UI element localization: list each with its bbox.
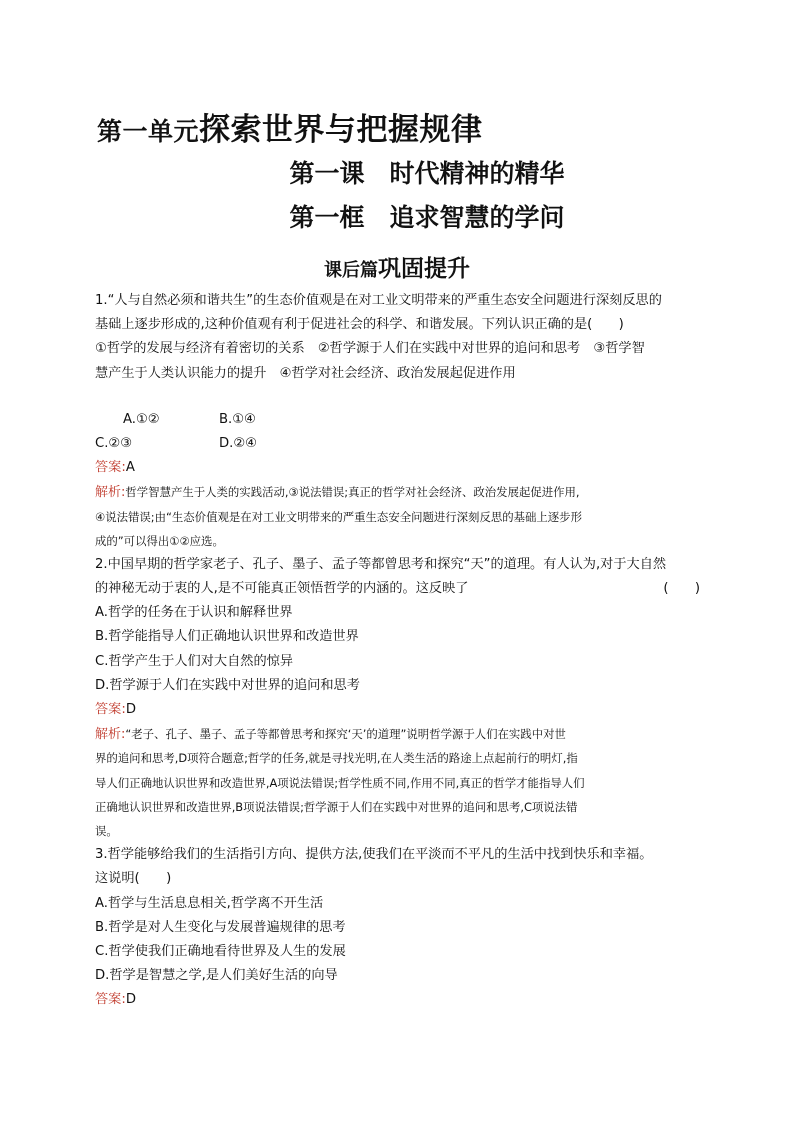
q1-explanation-line-1 [95,480,700,504]
q1-answer [95,456,700,480]
q3-option-b: B.哲学是对人生变化与发展普遍规律的思考 [95,919,346,935]
q2-answer [95,698,700,722]
q2-stem-line-1: 2.中国早期的哲学家老子、孔子、墨子、孟子等都曾思考和探究“天”的道理。有人认为,对于大自然 [95,556,667,572]
answer-label: 答案: [95,460,126,476]
q1-items-line-1: ①哲学的发展与经济有着密切的关系 ②哲学源于人们在实践中对世界的追问和思考 ③哲学智 [95,341,645,357]
q3-answer [95,988,700,1012]
frame-title: 第一框 追求智慧的学问 [289,203,565,232]
answer-value: A [125,460,135,476]
q3-option-d: D.哲学是智慧之学,是人们美好生活的向导 [95,968,338,984]
q2-option-d: D.哲学源于人们在实践中对世界的追问和思考 [95,677,360,693]
unit-title-rest: 探索世界与把握规律 [199,112,483,148]
question-list [95,289,700,1012]
q1-option-c: C.②③ [95,435,133,451]
q1-explanation-line-3: 成的”可以得出①②应选。 [95,533,224,548]
q2-explanation-text-1: “老子、孔子、墨子、孟子等都曾思考和探究‘天’的道理”说明哲学源于人们在实践中对世 [125,727,566,742]
q1-explanation-text-1: 哲学智慧产生于人类的实践活动,③说法错误;真正的哲学对社会经济、政治发展起促进作用, [125,485,580,500]
q2-answer-blank: ( ) [663,581,700,597]
q3-option-a: A.哲学与生活息息相关,哲学离不开生活 [95,895,324,911]
section-title-rest: 巩固提升 [378,256,470,282]
question-3 [95,843,700,1012]
q1-options-row-1 [95,408,700,432]
q3-stem-line-1: 3.哲学能够给我们的生活指引方向、提供方法,使我们在平淡而不平凡的生活中找到快乐和幸福。 [95,847,653,863]
q1-options-row-2 [95,432,700,456]
unit-title [97,104,483,149]
q1-explanation [95,480,700,553]
q2-explanation-line-3: 导人们正确地认识世界和改造世界,A项说法错误;哲学性质不同,作用不同,真正的哲学才能指导人们 [95,775,585,790]
q1-stem-line-1: 1.“人与自然必须和谐共生”的生态价值观是在对工业文明带来的严重生态安全问题进行深刻反思的 [95,293,662,308]
q2-explanation [95,722,700,843]
q1-items-line-2: 慧产生于人类认识能力的提升 ④哲学对社会经济、政治发展起促进作用 [95,365,516,381]
q3-stem-line-2: 这说明( ) [95,871,172,887]
question-2 [95,553,700,843]
q1-option-a: A.①② [123,411,160,427]
q1-stem-line-2: 基础上逐步形成的,这种价值观有利于促进社会的科学、和谐发展。下列认识正确的是( ) [95,317,624,333]
answer-label: 答案: [95,702,126,717]
q2-option-c: C.哲学产生于人们对大自然的惊异 [95,653,294,669]
q2-stem-line-2 [95,577,700,601]
q3-option-c: C.哲学使我们正确地看待世界及人生的发展 [95,943,346,959]
explanation-label: 解析: [95,727,126,743]
explanation-label: 解析: [95,485,126,501]
section-title-lead: 课后篇 [324,260,378,281]
q2-stem-text-2: 的神秘无动于衷的人,是不可能真正领悟哲学的内涵的。这反映了 [95,581,469,597]
q2-option-a: A.哲学的任务在于认识和解释世界 [95,605,293,621]
q2-explanation-line-2: 界的追问和思考,D项符合题意;哲学的任务,就是寻找光明,在人类生活的路途上点起前行的明灯,指 [95,751,578,766]
q1-option-b: B.①④ [219,411,256,427]
lesson-title: 第一课 时代精神的精华 [289,159,565,188]
q1-option-d: D.②④ [219,435,257,451]
answer-label: 答案: [95,992,126,1008]
section-title [0,250,794,283]
q2-explanation-line-5: 误。 [95,823,118,838]
q2-explanation-line-1 [95,722,700,746]
answer-value: D [125,702,136,717]
unit-title-lead: 第一单元 [97,117,200,146]
q2-explanation-line-4: 正确地认识世界和改造世界,B项说法错误;哲学源于人们在实践中对世界的追问和思考,C项说法错 [95,799,578,814]
q2-option-b: B.哲学能指导人们正确地认识世界和改造世界 [95,629,359,645]
question-1 [95,289,700,553]
spacer [95,386,700,408]
q1-explanation-line-2: ④说法错误;由“生态价值观是在对工业文明带来的严重生态安全问题进行深刻反思的基础上逐步形 [95,509,582,524]
answer-value: D [125,992,136,1008]
